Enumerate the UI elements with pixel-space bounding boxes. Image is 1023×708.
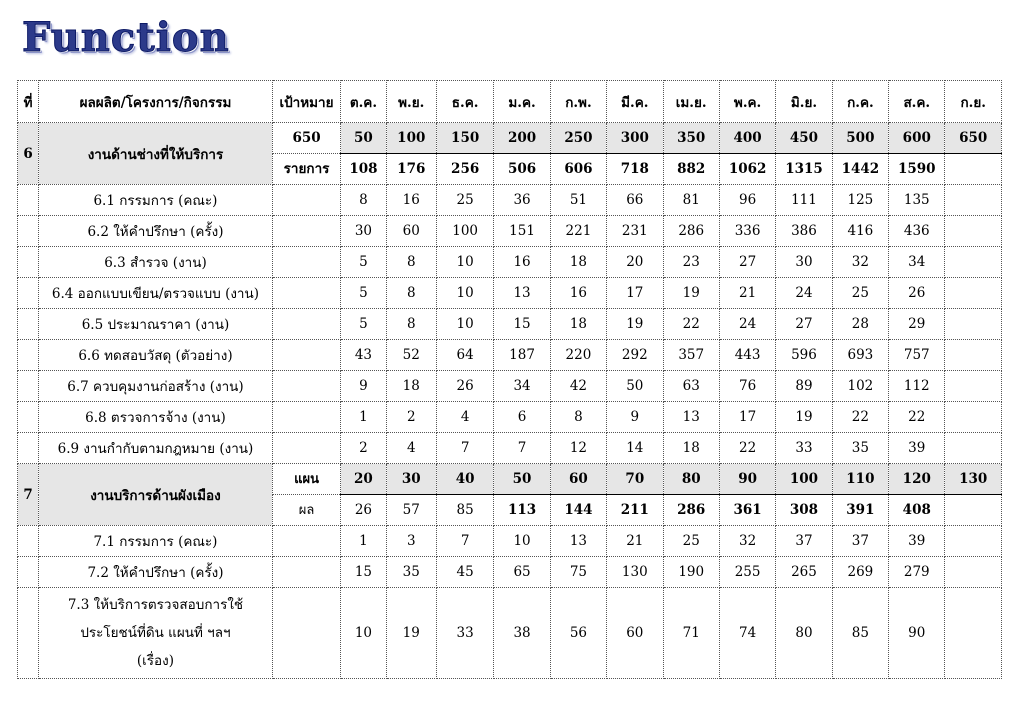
plan-cell: 80	[663, 464, 719, 495]
empty-cell	[18, 185, 39, 216]
value-cell: 35	[386, 557, 436, 588]
result-cell: 57	[386, 495, 436, 526]
value-cell: 151	[494, 216, 550, 247]
value-cell: 2	[386, 402, 436, 433]
value-cell: 19	[386, 588, 436, 679]
value-cell: 39	[889, 433, 945, 464]
result-cell	[945, 495, 1002, 526]
section-title: งานด้านช่างที่ให้บริการ	[39, 123, 273, 185]
value-cell: 33	[436, 588, 493, 679]
value-cell: 286	[663, 216, 719, 247]
value-cell: 16	[550, 278, 606, 309]
item-label: 6.3 สำรวจ (งาน)	[39, 247, 273, 278]
result-cell: 361	[719, 495, 775, 526]
value-cell: 231	[607, 216, 663, 247]
value-cell: 111	[776, 185, 832, 216]
value-cell: 112	[889, 371, 945, 402]
empty-cell	[272, 309, 340, 340]
plan-label: แผน	[272, 464, 340, 495]
item-row	[18, 309, 1002, 340]
value-cell: 220	[550, 340, 606, 371]
header-month: ม.ค.	[494, 81, 550, 123]
empty-cell	[18, 340, 39, 371]
item-label: 6.8 ตรวจการจ้าง (งาน)	[39, 402, 273, 433]
header-month: ก.ค.	[832, 81, 888, 123]
value-cell	[945, 216, 1002, 247]
empty-cell	[272, 278, 340, 309]
item-row	[18, 216, 1002, 247]
value-cell: 130	[607, 557, 663, 588]
item-label: 6.4 ออกแบบเขียน/ตรวจแบบ (งาน)	[39, 278, 273, 309]
header-month: ต.ค.	[341, 81, 386, 123]
empty-cell	[18, 247, 39, 278]
result-cell: 308	[776, 495, 832, 526]
item-label-line: (เรื่อง)	[136, 653, 175, 669]
value-cell: 23	[663, 247, 719, 278]
item-row	[18, 526, 1002, 557]
result-cell: 256	[436, 154, 493, 185]
value-cell: 30	[776, 247, 832, 278]
header-month: ก.ย.	[945, 81, 1002, 123]
value-cell: 39	[889, 526, 945, 557]
value-cell: 4	[386, 433, 436, 464]
section-7-items	[18, 526, 1002, 588]
value-cell: 596	[776, 340, 832, 371]
plan-cell: 200	[494, 123, 550, 154]
value-cell	[945, 526, 1002, 557]
value-cell: 34	[494, 371, 550, 402]
result-cell: 391	[832, 495, 888, 526]
value-cell: 3	[386, 526, 436, 557]
empty-cell	[272, 433, 340, 464]
value-cell: 15	[494, 309, 550, 340]
plan-cell: 60	[550, 464, 606, 495]
value-cell: 8	[341, 185, 386, 216]
empty-cell	[272, 588, 340, 679]
value-cell: 19	[663, 278, 719, 309]
empty-cell	[272, 216, 340, 247]
value-cell: 18	[663, 433, 719, 464]
plan-cell: 100	[386, 123, 436, 154]
value-cell: 50	[607, 371, 663, 402]
value-cell: 17	[719, 402, 775, 433]
value-cell: 9	[607, 402, 663, 433]
empty-cell	[272, 402, 340, 433]
result-cell: 718	[607, 154, 663, 185]
value-cell: 60	[386, 216, 436, 247]
result-cell: 144	[550, 495, 606, 526]
value-cell: 5	[341, 278, 386, 309]
plan-cell: 500	[832, 123, 888, 154]
value-cell: 5	[341, 309, 386, 340]
value-cell: 37	[832, 526, 888, 557]
value-cell: 693	[832, 340, 888, 371]
value-cell: 21	[719, 278, 775, 309]
value-cell: 38	[494, 588, 550, 679]
value-cell: 436	[889, 216, 945, 247]
result-cell: 286	[663, 495, 719, 526]
result-cell	[945, 154, 1002, 185]
item-label: 6.2 ให้คำปรึกษา (ครั้ง)	[39, 216, 273, 247]
page-title: Function	[22, 14, 230, 61]
value-cell	[945, 278, 1002, 309]
empty-cell	[18, 433, 39, 464]
empty-cell	[272, 247, 340, 278]
value-cell: 10	[436, 278, 493, 309]
value-cell: 336	[719, 216, 775, 247]
value-cell: 443	[719, 340, 775, 371]
result-cell: 1315	[776, 154, 832, 185]
value-cell: 76	[719, 371, 775, 402]
value-cell: 7	[436, 433, 493, 464]
item-label: 7.2 ให้คำปรึกษา (ครั้ง)	[39, 557, 273, 588]
value-cell: 2	[341, 433, 386, 464]
plan-cell: 350	[663, 123, 719, 154]
result-cell: 1062	[719, 154, 775, 185]
empty-cell	[272, 557, 340, 588]
value-cell: 19	[776, 402, 832, 433]
value-cell: 29	[889, 309, 945, 340]
plan-cell: 650	[945, 123, 1002, 154]
value-cell: 16	[386, 185, 436, 216]
value-cell: 8	[550, 402, 606, 433]
value-cell: 269	[832, 557, 888, 588]
value-cell: 66	[607, 185, 663, 216]
value-cell: 22	[719, 433, 775, 464]
plan-cell: 20	[341, 464, 386, 495]
header-month: ส.ค.	[889, 81, 945, 123]
value-cell: 10	[436, 247, 493, 278]
value-cell: 51	[550, 185, 606, 216]
value-cell: 13	[663, 402, 719, 433]
value-cell: 18	[550, 247, 606, 278]
value-cell: 89	[776, 371, 832, 402]
value-cell: 90	[889, 588, 945, 679]
value-cell: 19	[607, 309, 663, 340]
empty-cell	[272, 526, 340, 557]
header-target: เป้าหมาย	[272, 81, 340, 123]
section-title: งานบริการด้านผังเมือง	[39, 464, 273, 526]
section-6-items	[18, 185, 1002, 464]
result-cell: 108	[341, 154, 386, 185]
item-label-line: ประโยชน์ที่ดิน แผนที่ ฯลฯ	[80, 625, 231, 641]
empty-cell	[18, 278, 39, 309]
header-no: ที่	[18, 81, 39, 123]
item-label	[39, 588, 273, 679]
plan-cell: 90	[719, 464, 775, 495]
target-unit: รายการ	[272, 154, 340, 185]
result-cell: 176	[386, 154, 436, 185]
value-cell: 22	[889, 402, 945, 433]
value-cell: 135	[889, 185, 945, 216]
value-cell: 357	[663, 340, 719, 371]
empty-cell	[272, 185, 340, 216]
value-cell: 96	[719, 185, 775, 216]
value-cell: 190	[663, 557, 719, 588]
value-cell: 33	[776, 433, 832, 464]
value-cell: 22	[832, 402, 888, 433]
plan-cell: 30	[386, 464, 436, 495]
value-cell: 32	[832, 247, 888, 278]
plan-cell: 150	[436, 123, 493, 154]
value-cell: 15	[341, 557, 386, 588]
value-cell: 187	[494, 340, 550, 371]
empty-cell	[18, 588, 39, 679]
empty-cell	[18, 557, 39, 588]
value-cell	[945, 371, 1002, 402]
value-cell: 71	[663, 588, 719, 679]
value-cell: 63	[663, 371, 719, 402]
item-row	[18, 433, 1002, 464]
header-month: ธ.ค.	[436, 81, 493, 123]
value-cell: 265	[776, 557, 832, 588]
result-cell: 506	[494, 154, 550, 185]
plan-cell: 50	[494, 464, 550, 495]
value-cell: 7	[494, 433, 550, 464]
header-row	[18, 81, 1002, 123]
value-cell	[945, 433, 1002, 464]
value-cell: 20	[607, 247, 663, 278]
value-cell: 24	[776, 278, 832, 309]
value-cell: 4	[436, 402, 493, 433]
plan-cell: 600	[889, 123, 945, 154]
value-cell: 32	[719, 526, 775, 557]
value-cell	[945, 185, 1002, 216]
value-cell: 125	[832, 185, 888, 216]
plan-cell: 70	[607, 464, 663, 495]
result-label: ผล	[272, 495, 340, 526]
item-row	[18, 340, 1002, 371]
item-row	[18, 247, 1002, 278]
result-cell: 211	[607, 495, 663, 526]
item-label: 6.9 งานกำกับตามกฎหมาย (งาน)	[39, 433, 273, 464]
value-cell: 64	[436, 340, 493, 371]
value-cell: 34	[889, 247, 945, 278]
item-label: 6.7 ควบคุมงานก่อสร้าง (งาน)	[39, 371, 273, 402]
value-cell: 10	[436, 309, 493, 340]
plan-cell: 250	[550, 123, 606, 154]
result-cell: 1442	[832, 154, 888, 185]
value-cell: 386	[776, 216, 832, 247]
value-cell: 60	[607, 588, 663, 679]
value-cell: 13	[550, 526, 606, 557]
value-cell: 27	[776, 309, 832, 340]
value-cell: 292	[607, 340, 663, 371]
value-cell: 26	[889, 278, 945, 309]
value-cell: 36	[494, 185, 550, 216]
value-cell	[945, 309, 1002, 340]
value-cell: 52	[386, 340, 436, 371]
value-cell: 1	[341, 526, 386, 557]
plan-cell: 40	[436, 464, 493, 495]
item-label: 6.6 ทดสอบวัสดุ (ตัวอย่าง)	[39, 340, 273, 371]
value-cell: 74	[719, 588, 775, 679]
empty-cell	[18, 216, 39, 247]
section-number: 6	[18, 123, 39, 185]
value-cell: 9	[341, 371, 386, 402]
value-cell: 6	[494, 402, 550, 433]
value-cell: 35	[832, 433, 888, 464]
value-cell: 14	[607, 433, 663, 464]
value-cell: 12	[550, 433, 606, 464]
header-month: ก.พ.	[550, 81, 606, 123]
result-cell: 113	[494, 495, 550, 526]
value-cell: 37	[776, 526, 832, 557]
value-cell: 16	[494, 247, 550, 278]
result-cell: 85	[436, 495, 493, 526]
plan-cell: 120	[889, 464, 945, 495]
value-cell: 221	[550, 216, 606, 247]
section-number: 7	[18, 464, 39, 526]
value-cell: 17	[607, 278, 663, 309]
value-cell: 102	[832, 371, 888, 402]
value-cell: 43	[341, 340, 386, 371]
value-cell	[945, 402, 1002, 433]
item-row	[18, 185, 1002, 216]
header-month: พ.ค.	[719, 81, 775, 123]
header-month: มี.ค.	[607, 81, 663, 123]
empty-cell	[272, 340, 340, 371]
value-cell: 279	[889, 557, 945, 588]
header-month: เม.ย.	[663, 81, 719, 123]
value-cell: 81	[663, 185, 719, 216]
value-cell: 1	[341, 402, 386, 433]
value-cell	[945, 557, 1002, 588]
header-month: มิ.ย.	[776, 81, 832, 123]
plan-cell: 450	[776, 123, 832, 154]
header-month: พ.ย.	[386, 81, 436, 123]
plan-cell: 100	[776, 464, 832, 495]
item-row-7-3	[18, 588, 1002, 679]
empty-cell	[18, 309, 39, 340]
plan-cell: 130	[945, 464, 1002, 495]
result-cell: 1590	[889, 154, 945, 185]
value-cell: 255	[719, 557, 775, 588]
item-row	[18, 402, 1002, 433]
value-cell: 8	[386, 247, 436, 278]
section-6-plan-row	[18, 123, 1002, 154]
plan-cell: 400	[719, 123, 775, 154]
value-cell: 25	[436, 185, 493, 216]
empty-cell	[18, 371, 39, 402]
plan-cell: 50	[341, 123, 386, 154]
value-cell: 24	[719, 309, 775, 340]
value-cell: 416	[832, 216, 888, 247]
value-cell: 22	[663, 309, 719, 340]
result-cell: 882	[663, 154, 719, 185]
header-name: ผลผลิต/โครงการ/กิจกรรม	[39, 81, 273, 123]
empty-cell	[272, 371, 340, 402]
item-label: 7.1 กรรมการ (คณะ)	[39, 526, 273, 557]
result-cell: 606	[550, 154, 606, 185]
target-value: 650	[272, 123, 340, 154]
plan-cell: 110	[832, 464, 888, 495]
item-row	[18, 278, 1002, 309]
value-cell: 75	[550, 557, 606, 588]
value-cell: 25	[663, 526, 719, 557]
value-cell: 25	[832, 278, 888, 309]
value-cell: 21	[607, 526, 663, 557]
value-cell: 10	[494, 526, 550, 557]
value-cell	[945, 247, 1002, 278]
result-cell: 26	[341, 495, 386, 526]
empty-cell	[18, 526, 39, 557]
item-row	[18, 371, 1002, 402]
item-label: 6.1 กรรมการ (คณะ)	[39, 185, 273, 216]
item-row	[18, 557, 1002, 588]
value-cell: 757	[889, 340, 945, 371]
value-cell	[945, 588, 1002, 679]
value-cell: 100	[436, 216, 493, 247]
value-cell: 45	[436, 557, 493, 588]
value-cell: 80	[776, 588, 832, 679]
section-7-plan-row	[18, 464, 1002, 495]
value-cell: 8	[386, 309, 436, 340]
value-cell: 42	[550, 371, 606, 402]
item-label: 6.5 ประมาณราคา (งาน)	[39, 309, 273, 340]
value-cell: 10	[341, 588, 386, 679]
value-cell: 26	[436, 371, 493, 402]
value-cell: 27	[719, 247, 775, 278]
value-cell: 7	[436, 526, 493, 557]
value-cell: 8	[386, 278, 436, 309]
value-cell: 18	[550, 309, 606, 340]
value-cell: 18	[386, 371, 436, 402]
value-cell: 85	[832, 588, 888, 679]
value-cell: 30	[341, 216, 386, 247]
value-cell: 13	[494, 278, 550, 309]
value-cell: 5	[341, 247, 386, 278]
value-cell: 65	[494, 557, 550, 588]
monthly-report-table	[17, 80, 1002, 679]
result-cell: 408	[889, 495, 945, 526]
value-cell: 28	[832, 309, 888, 340]
empty-cell	[18, 402, 39, 433]
value-cell	[945, 340, 1002, 371]
value-cell: 56	[550, 588, 606, 679]
plan-cell: 300	[607, 123, 663, 154]
item-label-line: 7.3 ให้บริการตรวจสอบการใช้	[67, 597, 244, 613]
